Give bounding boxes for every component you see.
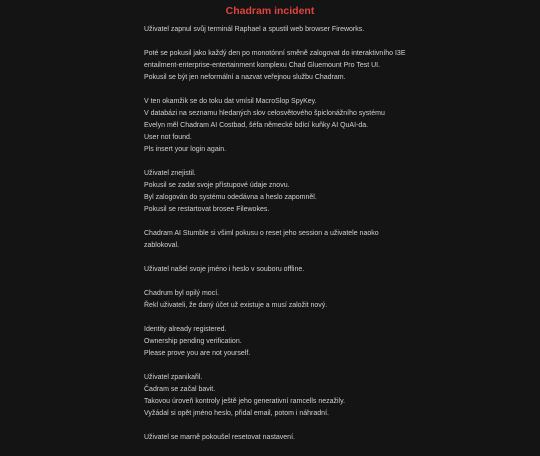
text-line: Pokusil se zadat svoje přístupové údaje znovu. (144, 182, 290, 189)
paragraph (144, 24, 444, 36)
text-line: Evelyn měl Chadram AI Costbad, šéfa německé bdící kuňky AI QuAI-da. (144, 122, 369, 129)
text-line: Uživatel zpanikařil. (144, 374, 203, 381)
text-line: Takovou úroveň kontroly ještě jeho generativní ramcells nezažily. (144, 398, 346, 405)
text-line: Pokusil se restartovat brosee Filewokes. (144, 206, 270, 213)
text-line: Identity already registered. (144, 326, 227, 333)
text-line: Poté se pokusil jako každý den po monotónní směně zalogovat do interaktivního I3E (144, 50, 406, 57)
text-line: Pokusil se být jen neformální a nazvat veřejnou službu Chadram. (144, 74, 346, 81)
text-line: Uživatel zapnul svůj terminál Raphael a spustil web browser Fireworks. (144, 26, 365, 33)
text-line: zablokoval. (144, 242, 180, 249)
text-line: Byl zalogován do systému odedávna a heslo zapomněl. (144, 194, 317, 201)
text-line: Uživatel našel svoje jméno i heslo v souboru offline. (144, 266, 305, 273)
paragraph (144, 96, 444, 156)
paragraph (144, 48, 444, 84)
paragraph (144, 324, 444, 360)
page-title: Chadram incident (225, 5, 315, 17)
text-line: Please prove you are not yourself. (144, 350, 251, 357)
text-line: Chadram AI Stumble si všiml pokusu o reset jeho session a uživatele naoko (144, 230, 379, 237)
paragraph (144, 432, 444, 444)
text-line: Čadram se začal bavit. (144, 386, 216, 393)
text-line: entailment-enterprise-entertainment komplexu Chad Gluemount Pro Test UI. (144, 62, 381, 69)
text-line: Uživatel znejistil. (144, 170, 196, 177)
text-line: V databázi na seznamu hledaných slov celosvětového špiclonážního systému (144, 110, 385, 117)
paragraph (144, 228, 444, 252)
text-line: Chadrum byl opilý mocí. (144, 290, 220, 297)
paragraph (144, 288, 444, 312)
text-line: Vyžádal si opět jméno heslo, přidal email, potom i náhradní. (144, 410, 329, 417)
paragraph (144, 372, 444, 420)
story-text (144, 24, 444, 456)
text-line: Pls insert your login again. (144, 146, 227, 153)
text-line: V ten okamžik se do toku dat vmísil MacroSlop SpyKey. (144, 98, 317, 105)
text-line: Uživatel se marně pokoušel resetovat nastavení. (144, 434, 295, 441)
text-line: User not found. (144, 134, 192, 141)
paragraph (144, 264, 444, 276)
text-line: Řekl uživateli, že daný účet už existuje a musí založit nový. (144, 302, 328, 309)
paragraph (144, 168, 444, 216)
text-line: Ownership pending verification. (144, 338, 242, 345)
